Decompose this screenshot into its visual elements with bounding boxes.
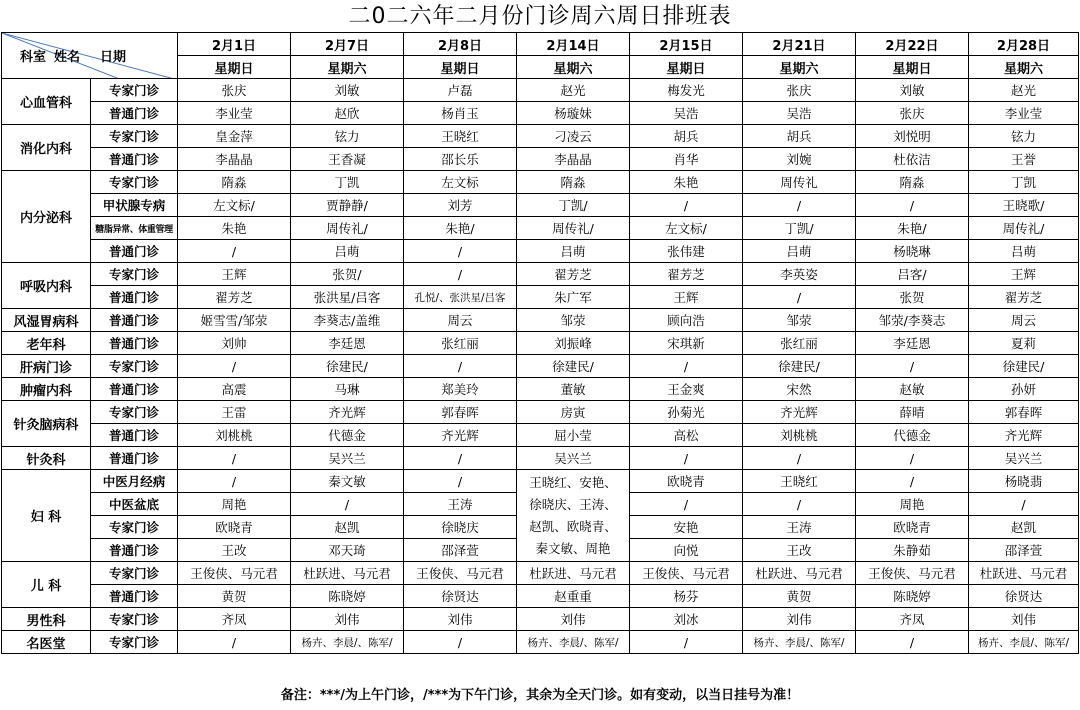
doctor-cell: 翟芳芝	[178, 286, 291, 309]
doctor-cell: 徐建民/	[291, 355, 404, 378]
doctor-cell: 杜跃进、马元君	[291, 562, 404, 585]
doctor-cell: 朱静茹	[856, 539, 969, 562]
schedule-row	[2, 102, 1079, 125]
clinic-type-cell: 甲状腺专病	[91, 194, 178, 217]
doctor-cell: 丁凯	[291, 171, 404, 194]
doctor-cell: 邹荥/李葵志	[856, 309, 969, 332]
doctor-cell: 杨芬	[630, 585, 743, 608]
department-cell: 呼吸内科	[2, 263, 91, 309]
doctor-cell: 周云	[404, 309, 517, 332]
footnote: 备注：***/为上午门诊，/***为下午门诊，其余为全天门诊。如有变动，以当日挂号为准！	[280, 688, 800, 703]
clinic-type-cell: 专家门诊	[91, 125, 178, 148]
clinic-type-cell: 普通门诊	[91, 332, 178, 355]
doctor-cell: 隋淼	[856, 171, 969, 194]
date-cell: 2月8日	[404, 33, 517, 56]
weekday-cell: 星期日	[630, 56, 743, 79]
doctor-cell: 齐凤	[178, 608, 291, 631]
doctor-cell: 李晶晶	[517, 148, 630, 171]
doctor-cell: 高震	[178, 378, 291, 401]
doctor-cell: 周传礼/	[969, 217, 1079, 240]
department-cell: 男性科	[2, 608, 91, 631]
schedule-row	[2, 378, 1079, 401]
clinic-type-cell: 普通门诊	[91, 286, 178, 309]
doctor-cell: 邹荥	[743, 309, 856, 332]
doctor-cell: 安艳	[630, 516, 743, 539]
doctor-cell: 齐凤	[856, 608, 969, 631]
doctor-cell: 张庆	[178, 79, 291, 102]
doctor-cell: 董敏	[517, 378, 630, 401]
doctor-cell: 刘伟	[517, 608, 630, 631]
corner-dept-label: 科室	[20, 50, 47, 65]
weekday-cell: 星期六	[743, 56, 856, 79]
doctor-cell: 张洪星/吕客	[291, 286, 404, 309]
doctor-cell: 邵泽萱	[404, 539, 517, 562]
schedule-row	[2, 631, 1079, 654]
clinic-type-cell: 专家门诊	[91, 355, 178, 378]
clinic-type-cell: 普通门诊	[91, 102, 178, 125]
schedule-row	[2, 240, 1079, 263]
doctor-cell: 刘敏	[291, 79, 404, 102]
department-cell: 针灸脑病科	[2, 401, 91, 447]
clinic-type-cell: 普通门诊	[91, 424, 178, 447]
doctor-cell: 刘冰	[630, 608, 743, 631]
doctor-cell: 刘伟	[969, 608, 1079, 631]
doctor-cell: 吕萌	[969, 240, 1079, 263]
clinic-type-cell: 普通门诊	[91, 378, 178, 401]
doctor-cell: 铉力	[969, 125, 1079, 148]
doctor-cell: /	[743, 194, 856, 217]
doctor-cell: 刁凌云	[517, 125, 630, 148]
date-cell: 2月28日	[969, 33, 1079, 56]
doctor-cell: 吴兴兰	[517, 447, 630, 470]
doctor-cell: 欧晓青	[178, 516, 291, 539]
doctor-cell: 隋淼	[178, 171, 291, 194]
doctor-cell: 刘芳	[404, 194, 517, 217]
schedule-row	[2, 148, 1079, 171]
doctor-cell: 赵欣	[291, 102, 404, 125]
weekday-cell: 星期日	[856, 56, 969, 79]
doctor-cell: /	[404, 263, 517, 286]
doctor-cell: 高松	[630, 424, 743, 447]
schedule-row	[2, 194, 1079, 217]
doctor-cell: 代德金	[291, 424, 404, 447]
clinic-type-cell: 专家门诊	[91, 263, 178, 286]
doctor-cell: 郭春晖	[969, 401, 1079, 424]
doctor-cell: /	[856, 470, 969, 493]
doctor-cell: /	[630, 355, 743, 378]
doctor-cell: /	[178, 631, 291, 654]
doctor-cell: 代德金	[856, 424, 969, 447]
doctor-cell: 王改	[178, 539, 291, 562]
doctor-cell: 吴兴兰	[291, 447, 404, 470]
schedule-row	[2, 171, 1079, 194]
clinic-type-cell: 普通门诊	[91, 309, 178, 332]
department-cell: 肿瘤内科	[2, 378, 91, 401]
doctor-cell: 陈晓婷	[291, 585, 404, 608]
doctor-cell: /	[404, 240, 517, 263]
schedule-row	[2, 286, 1079, 309]
doctor-cell: 李业莹	[178, 102, 291, 125]
clinic-type-cell: 专家门诊	[91, 608, 178, 631]
doctor-cell: /	[630, 631, 743, 654]
doctor-cell: 陈晓婷	[856, 585, 969, 608]
doctor-cell: 周传礼/	[291, 217, 404, 240]
doctor-cell: 吕萌	[743, 240, 856, 263]
doctor-cell: 周传礼/	[517, 217, 630, 240]
doctor-cell: /	[630, 447, 743, 470]
doctor-cell: /	[856, 447, 969, 470]
doctor-cell: 左文标	[404, 171, 517, 194]
clinic-type-cell: 专家门诊	[91, 171, 178, 194]
doctor-cell: 薛晴	[856, 401, 969, 424]
doctor-cell: 王金爽	[630, 378, 743, 401]
weekday-cell: 星期日	[404, 56, 517, 79]
merged-line: 赵凯、欧晓青、	[529, 518, 617, 534]
doctor-cell: 张贺/	[291, 263, 404, 286]
doctor-cell: 王辉	[178, 263, 291, 286]
doctor-cell: /	[856, 631, 969, 654]
doctor-cell: /	[743, 447, 856, 470]
doctor-cell: 吴浩	[743, 102, 856, 125]
doctor-cell: 刘敏	[856, 79, 969, 102]
doctor-cell: 孔悦/、张洪星/吕客	[404, 286, 517, 309]
clinic-type-cell: 糖脂异常、体重管理	[91, 217, 178, 240]
doctor-cell: 翟芳芝	[969, 286, 1079, 309]
doctor-cell: /	[856, 194, 969, 217]
weekday-cell: 星期日	[178, 56, 291, 79]
doctor-cell: 屈小莹	[517, 424, 630, 447]
doctor-cell: 徐贤达	[404, 585, 517, 608]
department-cell: 内分泌科	[2, 171, 91, 263]
doctor-cell: /	[404, 631, 517, 654]
schedule-row	[2, 125, 1079, 148]
doctor-cell: /	[404, 470, 517, 493]
doctor-cell: 胡兵	[630, 125, 743, 148]
doctor-cell: 朱广军	[517, 286, 630, 309]
doctor-cell: 马琳	[291, 378, 404, 401]
doctor-cell: 赵光	[969, 79, 1079, 102]
date-cell: 2月14日	[517, 33, 630, 56]
doctor-cell: 隋淼	[517, 171, 630, 194]
doctor-cell: 王辉	[630, 286, 743, 309]
doctor-cell: 齐光辉	[969, 424, 1079, 447]
doctor-cell: 杨卉、李晨/、陈军/	[291, 631, 404, 654]
doctor-cell: 朱艳	[630, 171, 743, 194]
doctor-cell: 郭春晖	[404, 401, 517, 424]
doctor-cell: /	[178, 447, 291, 470]
doctor-cell: 王誉	[969, 148, 1079, 171]
merged-line: 王晓红、安艳、	[529, 474, 617, 490]
doctor-cell: 邵泽萱	[969, 539, 1079, 562]
doctor-cell: 赵凯	[969, 516, 1079, 539]
doctor-cell: 黄贺	[178, 585, 291, 608]
doctor-cell: 朱艳/	[404, 217, 517, 240]
doctor-cell: /	[969, 493, 1079, 516]
doctor-cell: 朱艳/	[856, 217, 969, 240]
doctor-cell: 胡兵	[743, 125, 856, 148]
doctor-cell: 丁凯	[969, 171, 1079, 194]
schedule-row	[2, 217, 1079, 240]
clinic-type-cell: 专家门诊	[91, 516, 178, 539]
department-cell: 儿 科	[2, 562, 91, 608]
doctor-cell: 刘伟	[291, 608, 404, 631]
doctor-cell: 吴兴兰	[969, 447, 1079, 470]
date-cell: 2月15日	[630, 33, 743, 56]
doctor-cell: 杨晓琳	[856, 240, 969, 263]
department-cell: 名医堂	[2, 631, 91, 654]
doctor-cell: 夏莉	[969, 332, 1079, 355]
department-cell: 肝病门诊	[2, 355, 91, 378]
merged-line: 徐晓庆、王涛、	[529, 496, 617, 512]
schedule-row	[2, 332, 1079, 355]
doctor-cell: 黄贺	[743, 585, 856, 608]
doctor-cell: 丁凯/	[743, 217, 856, 240]
date-cell: 2月1日	[178, 33, 291, 56]
doctor-cell: 刘帅	[178, 332, 291, 355]
doctor-cell: 赵光	[517, 79, 630, 102]
doctor-cell: 周云	[969, 309, 1079, 332]
doctor-cell: 宋然	[743, 378, 856, 401]
doctor-cell: 欧晓青	[630, 470, 743, 493]
doctor-cell: 王俊侠、马元君	[856, 562, 969, 585]
doctor-cell: 徐贤达	[969, 585, 1079, 608]
schedule-row	[2, 447, 1079, 470]
doctor-cell: 杨卉、李晨/、陈军/	[969, 631, 1079, 654]
department-cell: 老年科	[2, 332, 91, 355]
date-cell: 2月7日	[291, 33, 404, 56]
doctor-cell: 张伟建	[630, 240, 743, 263]
schedule-row	[2, 355, 1079, 378]
doctor-cell: 张庆	[743, 79, 856, 102]
doctor-cell: 杜跃进、马元君	[969, 562, 1079, 585]
department-cell: 心血管科	[2, 79, 91, 125]
corner-header-cell	[2, 33, 178, 79]
doctor-cell: 杜跃进、马元君	[517, 562, 630, 585]
doctor-cell: 赵凯	[291, 516, 404, 539]
schedule-row	[2, 309, 1079, 332]
doctor-cell: 王晓红	[743, 470, 856, 493]
doctor-cell: 顾向浩	[630, 309, 743, 332]
doctor-cell: 杨晓翡	[969, 470, 1079, 493]
schedule-row	[2, 79, 1079, 102]
clinic-type-cell: 专家门诊	[91, 631, 178, 654]
doctor-cell: 王涛	[404, 493, 517, 516]
doctor-cell: 皇金萍	[178, 125, 291, 148]
doctor-cell: 左文标/	[630, 217, 743, 240]
doctor-cell: 赵敏	[856, 378, 969, 401]
doctor-cell: 吕萌	[517, 240, 630, 263]
page-title: 二0二六年二月份门诊周六周日排班表	[348, 4, 732, 29]
doctor-cell: 姬雪雪/邹荥	[178, 309, 291, 332]
doctor-cell: 孙妍	[969, 378, 1079, 401]
doctor-cell: 王晓红	[404, 125, 517, 148]
doctor-cell: 翟芳芝	[517, 263, 630, 286]
department-cell: 针灸科	[2, 447, 91, 470]
schedule-row	[2, 562, 1079, 585]
doctor-cell: 王俊侠、马元君	[404, 562, 517, 585]
doctor-cell: /	[404, 447, 517, 470]
doctor-cell: /	[178, 355, 291, 378]
doctor-cell: 李廷恩	[291, 332, 404, 355]
corner-date-label: 日期	[100, 50, 127, 65]
doctor-cell: 杨卉、李晨/、陈军/	[743, 631, 856, 654]
doctor-cell: 杜依洁	[856, 148, 969, 171]
doctor-cell: 刘桃桃	[743, 424, 856, 447]
doctor-cell: 左文标/	[178, 194, 291, 217]
merged-gyn-cell	[517, 470, 630, 562]
doctor-cell: 徐建民/	[969, 355, 1079, 378]
doctor-cell: 王辉	[969, 263, 1079, 286]
schedule-row	[2, 263, 1079, 286]
schedule-row	[2, 424, 1079, 447]
doctor-cell: /	[178, 240, 291, 263]
clinic-type-cell: 专家门诊	[91, 562, 178, 585]
doctor-cell: /	[743, 493, 856, 516]
doctor-cell: 郑美玲	[404, 378, 517, 401]
doctor-cell: /	[856, 355, 969, 378]
doctor-cell: 李晶晶	[178, 148, 291, 171]
weekday-cell: 星期六	[517, 56, 630, 79]
weekday-cell: 星期六	[969, 56, 1079, 79]
doctor-cell: 铉力	[291, 125, 404, 148]
clinic-type-cell: 普通门诊	[91, 539, 178, 562]
date-header-row	[2, 33, 1079, 56]
doctor-cell: 周艳	[856, 493, 969, 516]
doctor-cell: 贾静静/	[291, 194, 404, 217]
doctor-cell: 刘桃桃	[178, 424, 291, 447]
doctor-cell: 杨肖玉	[404, 102, 517, 125]
doctor-cell: 朱艳	[178, 217, 291, 240]
doctor-cell: 向悦	[630, 539, 743, 562]
doctor-cell: 杨璇妹	[517, 102, 630, 125]
doctor-cell: 秦文敏	[291, 470, 404, 493]
doctor-cell: 徐晓庆	[404, 516, 517, 539]
clinic-type-cell: 中医月经病	[91, 470, 178, 493]
doctor-cell: 王俊侠、马元君	[630, 562, 743, 585]
doctor-cell: 徐建民/	[517, 355, 630, 378]
doctor-cell: 邹荥	[517, 309, 630, 332]
doctor-cell: 王改	[743, 539, 856, 562]
doctor-cell: 张红丽	[743, 332, 856, 355]
clinic-type-cell: 专家门诊	[91, 79, 178, 102]
doctor-cell: 张红丽	[404, 332, 517, 355]
clinic-type-cell: 普通门诊	[91, 447, 178, 470]
doctor-cell: 赵重重	[517, 585, 630, 608]
doctor-cell: 刘振峰	[517, 332, 630, 355]
doctor-cell: 吕客/	[856, 263, 969, 286]
doctor-cell: 李英姿	[743, 263, 856, 286]
doctor-cell: 齐光辉	[404, 424, 517, 447]
doctor-cell: 周传礼	[743, 171, 856, 194]
schedule-table	[1, 32, 1079, 654]
clinic-type-cell: 中医盆底	[91, 493, 178, 516]
doctor-cell: 周艳	[178, 493, 291, 516]
doctor-cell: /	[404, 355, 517, 378]
weekday-cell: 星期六	[291, 56, 404, 79]
date-cell: 2月21日	[743, 33, 856, 56]
doctor-cell: 王晓歌/	[969, 194, 1079, 217]
doctor-cell: /	[630, 194, 743, 217]
doctor-cell: 徐建民/	[743, 355, 856, 378]
corner-name-label: 姓名	[54, 50, 81, 65]
doctor-cell: 李业莹	[969, 102, 1079, 125]
doctor-cell: 吕萌	[291, 240, 404, 263]
doctor-cell: 刘伟	[404, 608, 517, 631]
schedule-row	[2, 401, 1079, 424]
doctor-cell: 杨卉、李晨/、陈军/	[517, 631, 630, 654]
doctor-cell: 刘婉	[743, 148, 856, 171]
doctor-cell: 梅发光	[630, 79, 743, 102]
doctor-cell: 肖华	[630, 148, 743, 171]
doctor-cell: /	[630, 493, 743, 516]
doctor-cell: 翟芳芝	[630, 263, 743, 286]
doctor-cell: 杜跃进、马元君	[743, 562, 856, 585]
doctor-cell: 齐光辉	[291, 401, 404, 424]
doctor-cell: 孙菊光	[630, 401, 743, 424]
doctor-cell: 欧晓青	[856, 516, 969, 539]
doctor-cell: 王俊侠、马元君	[178, 562, 291, 585]
doctor-cell: 卢磊	[404, 79, 517, 102]
doctor-cell: 王涛	[743, 516, 856, 539]
doctor-cell: /	[178, 470, 291, 493]
department-cell: 消化内科	[2, 125, 91, 171]
date-cell: 2月22日	[856, 33, 969, 56]
doctor-cell: 李廷恩	[856, 332, 969, 355]
schedule-row	[2, 585, 1079, 608]
doctor-cell: 房寅	[517, 401, 630, 424]
doctor-cell: 张庆	[856, 102, 969, 125]
merged-line: 秦文敏、周艳	[535, 540, 611, 556]
schedule-row	[2, 608, 1079, 631]
doctor-cell: 王香凝	[291, 148, 404, 171]
department-cell: 风湿胃病科	[2, 309, 91, 332]
clinic-type-cell: 普通门诊	[91, 148, 178, 171]
doctor-cell: 丁凯/	[517, 194, 630, 217]
doctor-cell: 宋琪新	[630, 332, 743, 355]
doctor-cell: 吴浩	[630, 102, 743, 125]
department-cell: 妇 科	[2, 470, 91, 562]
doctor-cell: 刘悦明	[856, 125, 969, 148]
doctor-cell: 张贺	[856, 286, 969, 309]
doctor-cell: 李葵志/盖维	[291, 309, 404, 332]
doctor-cell: 刘伟	[743, 608, 856, 631]
doctor-cell: 邓天琦	[291, 539, 404, 562]
schedule-row	[2, 470, 1079, 493]
doctor-cell: /	[743, 286, 856, 309]
clinic-type-cell: 普通门诊	[91, 585, 178, 608]
doctor-cell: 王雷	[178, 401, 291, 424]
doctor-cell: 邵长乐	[404, 148, 517, 171]
clinic-type-cell: 专家门诊	[91, 401, 178, 424]
doctor-cell: 齐光辉	[743, 401, 856, 424]
clinic-type-cell: 普通门诊	[91, 240, 178, 263]
doctor-cell: /	[291, 493, 404, 516]
